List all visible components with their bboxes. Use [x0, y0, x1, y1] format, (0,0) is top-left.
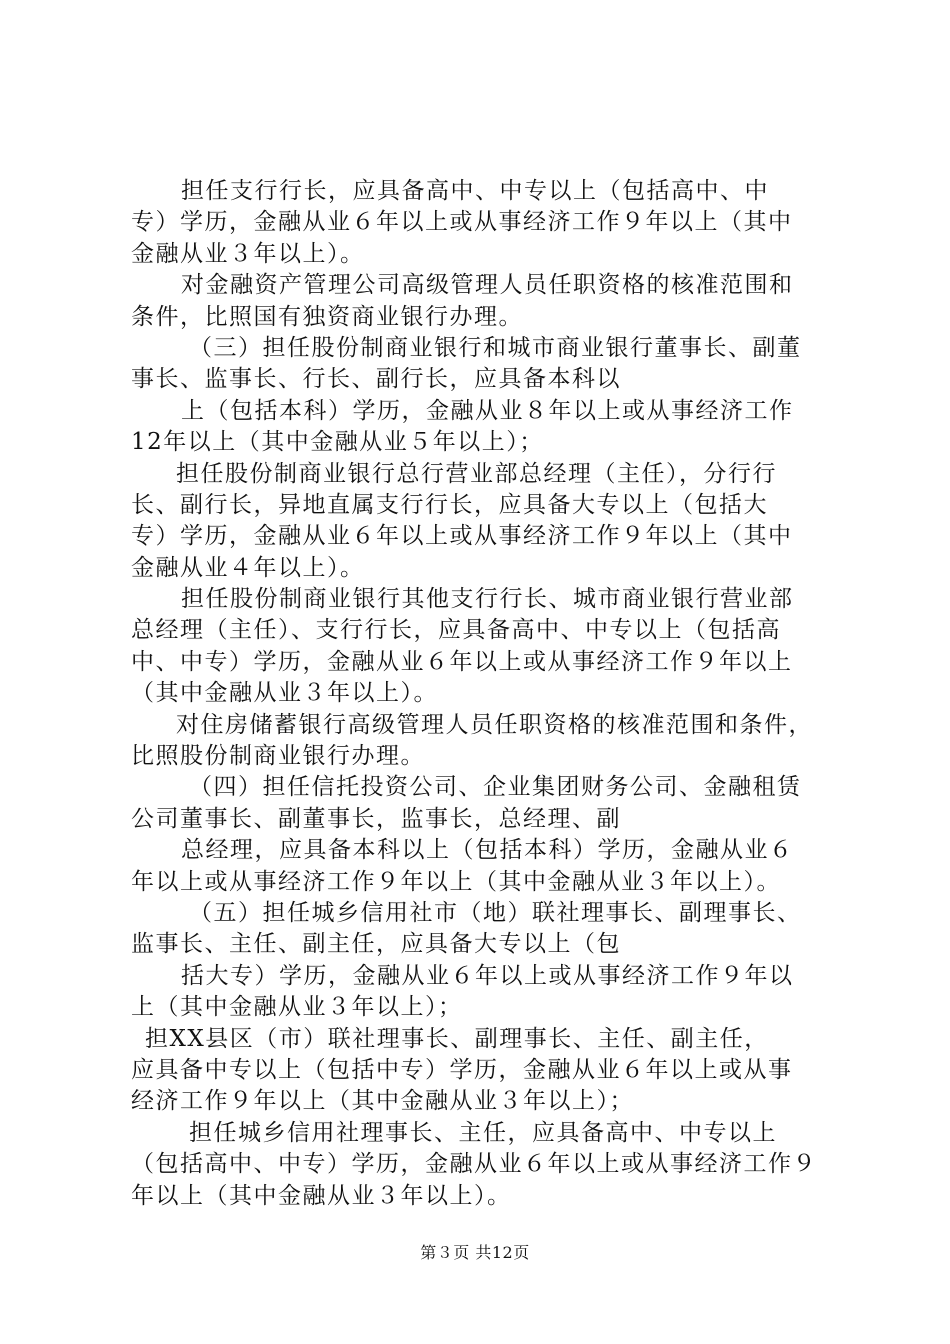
- text-line: 专）学历，金融从业６年以上或从事经济工作９年以上（其中: [131, 523, 793, 550]
- text-line: 对金融资产管理公司高级管理人员任职资格的核准范围和: [181, 272, 794, 299]
- text-line: 应具备中专以上（包括中专）学历，金融从业６年以上或从事: [131, 1056, 793, 1083]
- text-line: 总经理（主任）、支行行长，应具备高中、中专以上（包括高: [131, 617, 781, 644]
- text-line: 比照股份制商业银行办理。: [131, 743, 425, 770]
- text-line: 条件，比照国有独资商业银行办理。: [131, 303, 523, 330]
- text-line: 担XX县区（市）联社理事长、副理事长、主任、副主任，: [145, 1025, 769, 1052]
- text-line: 金融从业４年以上）。: [131, 554, 365, 581]
- text-line: （四）担任信托投资公司、企业集团财务公司、金融租赁: [189, 774, 802, 801]
- text-line: （三）担任股份制商业银行和城市商业银行董事长、副董: [189, 334, 802, 361]
- text-line: 年以上（其中金融从业３年以上）。: [131, 1182, 512, 1209]
- text-line: 担任支行行长，应具备高中、中专以上（包括高中、中: [181, 178, 769, 204]
- text-line: 经济工作９年以上（其中金融从业３年以上）；: [131, 1088, 634, 1115]
- text-line: 事长、监事长、行长、副行长，应具备本科以: [131, 366, 621, 393]
- text-line: 专）学历，金融从业６年以上或从事经济工作９年以上（其中: [131, 209, 793, 236]
- text-line: 担任股份制商业银行其他支行行长、城市商业银行营业部: [181, 586, 794, 613]
- text-line: （五）担任城乡信用社市（地）联社理事长、副理事长、: [189, 899, 802, 926]
- text-line: （其中金融从业３年以上）。: [131, 680, 438, 707]
- text-line: 上（包括本科）学历，金融从业８年以上或从事经济工作: [181, 397, 794, 424]
- text-line: 年以上或从事经济工作９年以上（其中金融从业３年以上）。: [131, 868, 781, 895]
- text-line: （包括高中、中专）学历，金融从业６年以上或从事经济工作９: [131, 1151, 817, 1178]
- text-line: 上（其中金融从业３年以上）；: [131, 994, 463, 1021]
- text-line: 对住房储蓄银行高级管理人员任职资格的核准范围和条件，: [176, 711, 813, 738]
- text-line: 监事长、主任、副主任，应具备大专以上（包: [131, 931, 621, 958]
- page-number-footer: 第３页 共12页: [420, 1243, 530, 1262]
- text-line: 中、中专）学历，金融从业６年以上或从事经济工作９年以上: [131, 648, 793, 675]
- text-line: 长、副行长，异地直属支行行长，应具备大专以上（包括大: [131, 491, 768, 518]
- text-line: 金融从业３年以上）。: [131, 240, 365, 267]
- text-line: 担任股份制商业银行总行营业部总经理（主任），分行行: [176, 460, 777, 487]
- text-line: 12年以上（其中金融从业５年以上）；: [131, 429, 544, 456]
- document-body: [131, 176, 831, 1212]
- text-line: 担任城乡信用社理事长、主任，应具备高中、中专以上: [189, 1119, 777, 1146]
- text-line: 总经理，应具备本科以上（包括本科）学历，金融从业６: [181, 837, 794, 864]
- text-line: 公司董事长、副董事长，监事长，总经理、副: [131, 805, 621, 832]
- text-line: 括大专）学历，金融从业６年以上或从事经济工作９年以: [181, 962, 794, 989]
